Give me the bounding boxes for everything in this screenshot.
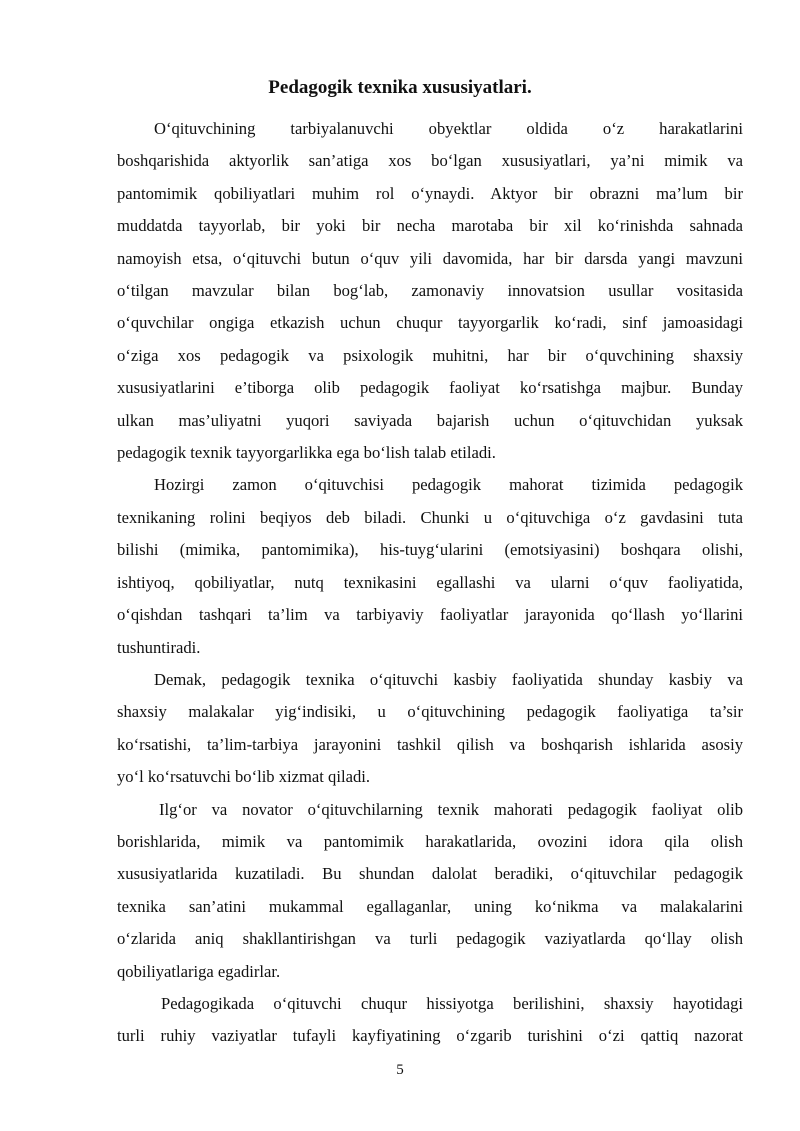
- text-line: ishtiyoq, qobiliyatlar, nutq texnikasini egallashi va ularni o‘quv faoliyatida,: [117, 572, 743, 592]
- text-line: qobiliyatlariga egadirlar.: [117, 961, 281, 981]
- text-line: Ilg‘or va novator o‘qituvchilarning texnik mahorati pedagogik faoliyat olib: [159, 799, 743, 819]
- text-line: pedagogik texnik tayyorgarlikka ega bo‘lish talab etiladi.: [117, 443, 496, 463]
- paragraph: [117, 113, 743, 469]
- text-line: pantomimik qobiliyatlari muhim rol o‘ynaydi. Aktyor bir obrazni ma’lum bir: [117, 183, 743, 203]
- page-title: Pedagogik texnika xususiyatlari.: [268, 77, 532, 98]
- text-line: o‘zlarida aniq shakllantirishgan va turli pedagogik vaziyatlarda qo‘llay olish: [117, 929, 743, 949]
- text-line: Demak, pedagogik texnika o‘qituvchi kasbiy faoliyatida shunday kasbiy va: [154, 669, 743, 689]
- text-line: o‘ziga xos pedagogik va psixologik muhitni, har bir o‘quvchining shaxsiy: [117, 345, 743, 365]
- text-line: tushuntiradi.: [117, 637, 201, 657]
- text-line: borishlarida, mimik va pantomimik harakatlarida, ovozini idora qila olish: [117, 831, 743, 851]
- text-line: Hozirgi zamon o‘qituvchisi pedagogik mahorat tizimida pedagogik: [154, 475, 743, 495]
- page-number: 5: [396, 1062, 404, 1078]
- paragraph: [117, 664, 743, 794]
- paragraph: [117, 988, 743, 1053]
- text-line: texnikaning rolini beqiyos deb biladi. Chunki u o‘qituvchiga o‘z gavdasini tuta: [117, 507, 743, 527]
- text-line: Pedagogikada o‘qituvchi chuqur hissiyotga berilishini, shaxsiy hayotidagi: [161, 993, 743, 1013]
- text-line: yo‘l ko‘rsatuvchi bo‘lib xizmat qiladi.: [117, 767, 370, 787]
- text-line: muddatda tayyorlab, bir yoki bir necha marotaba bir xil ko‘rinishda sahnada: [117, 216, 743, 236]
- text-line: boshqarishida aktyorlik san’atiga xos bo‘lgan xususiyatlari, ya’ni mimik va: [117, 151, 743, 171]
- text-line: xususiyatlarida kuzatiladi. Bu shundan dalolat beradiki, o‘qituvchilar pedagogik: [117, 864, 743, 884]
- text-line: turli ruhiy vaziyatlar tufayli kayfiyatining o‘zgarib turishini o‘zi qattiq nazorat: [117, 1026, 743, 1046]
- text-line: o‘tilgan mavzular bilan bog‘lab, zamonaviy innovatsion usullar vositasida: [117, 281, 743, 301]
- text-line: O‘qituvchining tarbiyalanuvchi obyektlar oldida o‘z harakatlarini: [154, 119, 743, 138]
- text-line: texnika san’atini mukammal egallaganlar, uning ko‘nikma va malakalarini: [117, 896, 743, 916]
- text-line: xususiyatlarini e’tiborga olib pedagogik faoliyat ko‘rsatishga majbur. Bunday: [117, 378, 743, 398]
- paragraph: [117, 794, 743, 988]
- text-line: ko‘rsatishi, ta’lim-tarbiya jarayonini tashkil qilish va boshqarish ishlarida asosiy: [117, 734, 743, 754]
- document-body: [117, 113, 743, 1053]
- text-line: bilishi (mimika, pantomimika), his-tuyg‘ularini (emotsiyasini) boshqara olishi,: [117, 540, 743, 560]
- paragraph: [117, 469, 743, 663]
- text-line: o‘quvchilar ongiga etkazish uchun chuqur tayyorgarlik ko‘radi, sinf jamoasidagi: [117, 313, 743, 333]
- text-line: shaxsiy malakalar yig‘indisiki, u o‘qituvchining pedagogik faoliyatiga ta’sir: [117, 702, 743, 722]
- text-line: namoyish etsa, o‘qituvchi butun o‘quv yili davomida, har bir darsda yangi mavzuni: [117, 248, 743, 268]
- text-line: ulkan mas’uliyatni yuqori saviyada bajarish uchun o‘qituvchidan yuksak: [117, 410, 743, 430]
- text-line: o‘qishdan tashqari ta’lim va tarbiyaviy faoliyatlar jarayonida qo‘llash yo‘llarini: [117, 605, 743, 625]
